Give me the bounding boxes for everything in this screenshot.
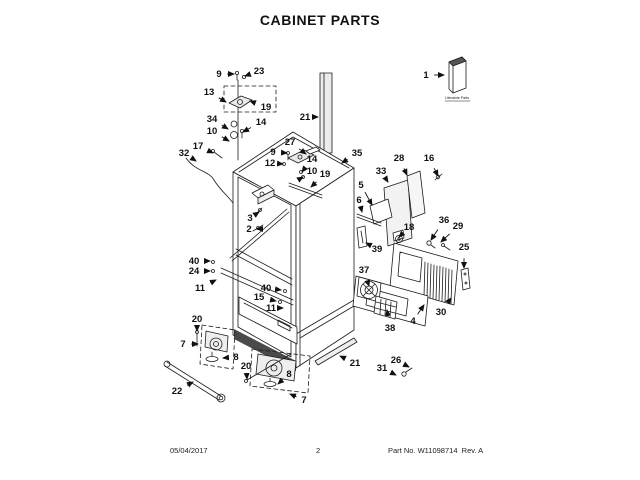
callout-6: 6 [356,195,362,207]
callout-leader [222,125,228,129]
callout-12: 12 [264,158,276,170]
callout-16: 16 [423,153,435,165]
callout-7: 7 [180,339,186,351]
footer-part-number: Part No. W11098714 Rev. A [388,446,484,455]
callout-8: 8 [286,369,292,381]
callout-35: 35 [351,148,363,160]
callout-26: 26 [390,355,402,367]
callout-30: 30 [435,307,447,319]
callout-3: 3 [247,213,253,225]
callout-9: 9 [270,147,276,159]
callout-24: 24 [188,266,200,278]
callout-15: 15 [253,292,265,304]
callout-10: 10 [306,166,318,178]
callout-leader [245,75,248,76]
callout-9: 9 [216,69,222,81]
callout-1: 1 [423,70,429,82]
callout-leader [387,181,388,182]
callout-leader [278,380,283,385]
callout-31: 31 [376,363,388,375]
callout-32: 32 [178,148,190,160]
callout-leader [431,230,438,240]
callout-38: 38 [384,323,396,335]
callout-leader [365,192,372,205]
callout-17: 17 [192,141,204,153]
callout-21: 21 [299,112,311,124]
callout-leader [222,137,229,141]
callout-14: 14 [255,117,267,129]
callout-40: 40 [188,256,200,268]
callout-10: 10 [206,126,218,138]
callout-7: 7 [301,395,307,407]
callout-25: 25 [458,242,470,254]
callout-11: 11 [265,303,277,315]
callout-33: 33 [375,166,387,178]
callout-leader [290,394,297,397]
callout-leader [392,373,396,375]
callout-leader [434,168,438,176]
callout-39: 39 [371,244,383,256]
callout-37: 37 [358,265,370,277]
callout-22: 22 [171,386,183,398]
callout-20: 20 [240,361,252,373]
callout-18: 18 [403,222,415,234]
callout-leader [277,290,281,291]
callout-29: 29 [452,221,464,233]
callout-leader [194,159,197,161]
callout-23: 23 [253,66,265,78]
callout-27: 27 [284,137,296,149]
callout-leader [210,280,216,283]
callout-4: 4 [410,316,416,328]
callout-11: 11 [194,283,206,295]
callout-leader [243,128,251,133]
callout-leader [441,234,450,242]
callout-2: 2 [246,224,252,236]
footer-page-number: 2 [316,446,321,455]
callout-leader [219,98,226,102]
callout-leader [361,208,362,212]
callout-leader [187,382,193,385]
vertical-rail-part [320,73,332,153]
callout-19: 19 [260,102,272,114]
callout-19: 19 [319,169,331,181]
callout-21: 21 [349,358,361,370]
callout-14: 14 [306,154,318,166]
callout-28: 28 [393,153,405,165]
callout-leader [340,356,345,358]
literature-part [445,57,470,101]
callout-8: 8 [233,352,239,364]
callout-leader [406,365,409,367]
callout-leader [404,168,407,175]
literature-parts-label: Literature Parts [445,96,469,100]
footer-date: 05/04/2017 [170,446,208,455]
callout-13: 13 [203,87,215,99]
page-title: CABINET PARTS [259,12,381,28]
callout-34: 34 [206,114,218,126]
callout-leader [366,243,367,244]
callout-leader [250,101,255,103]
callout-5: 5 [358,180,364,192]
callout-40: 40 [260,283,272,295]
callout-20: 20 [191,314,203,326]
callout-36: 36 [438,215,450,227]
